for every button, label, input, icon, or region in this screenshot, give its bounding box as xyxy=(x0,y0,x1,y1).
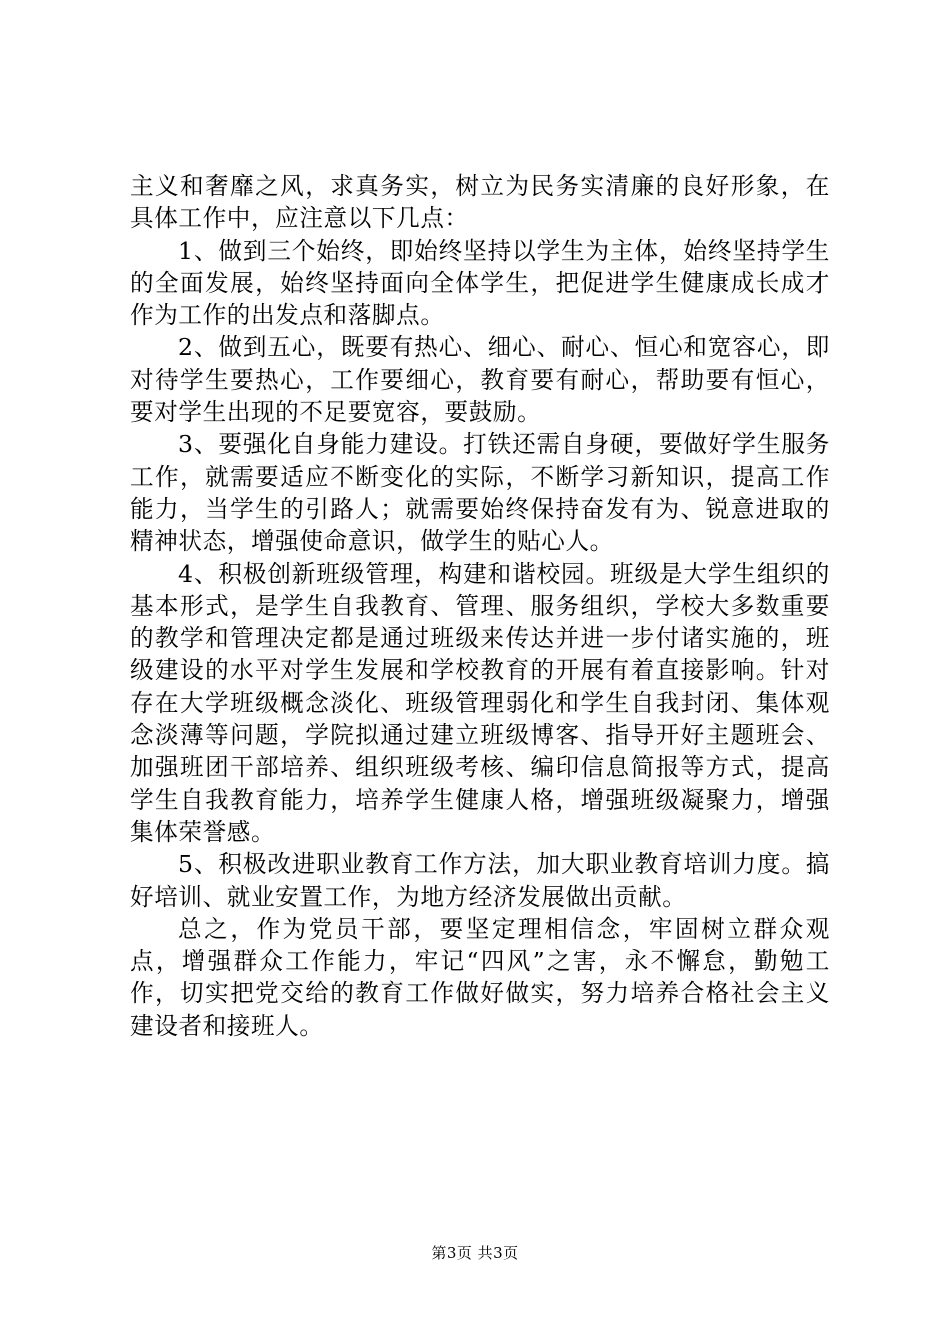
paragraph-conclusion: 总之，作为党员干部，要坚定理相信念，牢固树立群众观点，增强群众工作能力，牢记“四风”之害，永不懈怠，勤勉工作，切实把党交给的教育工作做好做实，努力培养合格社会主义建设者和接班人。 xyxy=(130,914,830,1040)
page-number-indicator: 第3页 共3页 xyxy=(431,1244,519,1262)
paragraph-continuation: 主义和奢靡之风，求真务实，树立为民务实清廉的良好形象，在具体工作中，应注意以下几点： xyxy=(130,172,830,233)
paragraph-point-1: 1、做到三个始终，即始终坚持以学生为主体，始终坚持学生的全面发展，始终坚持面向全体学生，把促进学生健康成长成才作为工作的出发点和落脚点。 xyxy=(130,236,830,330)
paragraph-point-5: 5、积极改进职业教育工作方法，加大职业教育培训力度。搞好培训、就业安置工作，为地方经济发展做出贡献。 xyxy=(130,850,830,911)
paragraph-point-3: 3、要强化自身能力建设。打铁还需自身硬，要做好学生服务工作，就需要适应不断变化的实际，不断学习新知识，提高工作能力，当学生的引路人；就需要始终保持奋发有为、锐意进取的精神状态，增强使命意识，做学生的贴心人。 xyxy=(130,430,830,556)
paragraph-point-4: 4、积极创新班级管理，构建和谐校园。班级是大学生组织的基本形式，是学生自我教育、管理、服务组织，学校大多数重要的教学和管理决定都是通过班级来传达并进一步付诸实施的，班级建设的水平对学生发展和学校教育的开展有着直接影响。针对存在大学班级概念淡化、班级管理弱化和学生自我封闭、集体观念淡薄等问题，学院拟通过建立班级博客、指导开好主题班会、加强班团干部培养、组织班级考核、编印信息简报等方式，提高学生自我教育能力，培养学生健康人格，增强班级凝聚力，增强集体荣誉感。 xyxy=(130,559,830,846)
page-footer xyxy=(0,1243,950,1263)
document-body xyxy=(130,170,830,1042)
paragraph-point-2: 2、做到五心，既要有热心、细心、耐心、恒心和宽容心，即对待学生要热心，工作要细心，教育要有耐心，帮助要有恒心，要对学生出现的不足要宽容，要鼓励。 xyxy=(130,333,830,427)
